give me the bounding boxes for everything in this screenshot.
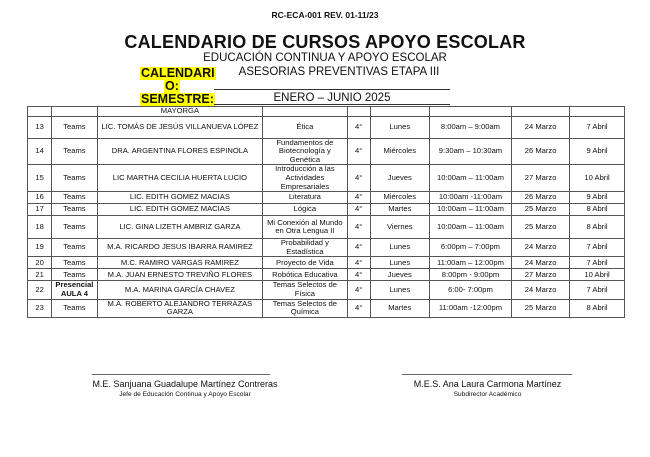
subject-cell: Proyecto de Vida [263,257,347,269]
day-cell: Martes [370,204,429,216]
day-cell: Miércoles [370,192,429,204]
end-date-cell: 7 Abril [570,257,625,269]
end-date-cell: 7 Abril [570,239,625,257]
row-number: 23 [28,299,52,317]
modality-cell: Teams [52,216,97,239]
grade-cell: 4° [347,299,370,317]
time-cell: 10:00am – 11:00am [429,204,511,216]
teacher-cell: M.A. MARINA GARCÍA CHAVEZ [97,281,263,299]
subject-cell: Fundamentos de Biotecnología y Genética [263,138,347,165]
table-row [28,116,625,138]
start-date-cell: 27 Marzo [512,165,570,192]
time-cell: 6:00pm – 7:00pm [429,239,511,257]
department-subtitle: EDUCACIÓN CONTINUA Y APOYO ESCOLAR [203,52,447,64]
end-date-cell: 10 Abril [570,165,625,192]
modality-cell: Teams [52,192,97,204]
calendario-value: ASESORIAS PREVENTIVAS ETAPA III [238,66,440,78]
teacher-cell: M.A. RICARDO JESUS IBARRA RAMIREZ [97,239,263,257]
form-code: RC-ECA-001 REV. 01-11/23 [271,10,379,20]
time-cell: 8:00pm - 9:00pm [429,269,511,281]
end-date-cell: 9 Abril [570,138,625,165]
table-row [28,257,625,269]
row-number: 22 [28,281,52,299]
end-date-cell: 8 Abril [570,299,625,317]
grade-cell [347,107,370,117]
teacher-cell: M.C. RAMIRO VARGAS RAMIREZ [97,257,263,269]
teacher-cell: M.A. JUAN ERNESTO TREVIÑO FLORES [97,269,263,281]
time-cell: 9:30am – 10:30am [429,138,511,165]
time-cell: 10:00am -11:00am [429,192,511,204]
semestre-label: SEMESTRE: [141,92,214,106]
signer-name-right: M.E.S. Ana Laura Carmona Martínez [413,379,562,389]
grade-cell: 4° [347,281,370,299]
start-date-cell: 24 Marzo [512,116,570,138]
day-cell: Lunes [370,281,429,299]
grade-cell: 4° [347,257,370,269]
table-row [28,281,625,299]
course-schedule-table [27,106,625,318]
day-cell: Martes [370,299,429,317]
row-number: 19 [28,239,52,257]
day-cell: Lunes [370,116,429,138]
start-date-cell: 26 Marzo [512,192,570,204]
modality-cell: Teams [52,299,97,317]
semestre-underline [214,104,450,105]
day-cell: Jueves [370,165,429,192]
table-row [28,107,625,117]
day-cell: Lunes [370,239,429,257]
start-date-cell: 24 Marzo [512,239,570,257]
time-cell: 11:00am -12:00pm [429,299,511,317]
table-row [28,138,625,165]
calendario-label: CALENDARI [141,66,215,80]
end-date-cell: 10 Abril [570,269,625,281]
table-row [28,299,625,317]
signer-role-left: Jefe de Educación Continua y Apoyo Escolar [119,391,251,398]
time-cell: 11:00am – 12:00pm [429,257,511,269]
time-cell [429,107,511,117]
start-date-cell: 26 Marzo [512,138,570,165]
subject-cell: Probabilidad y Estadística [263,239,347,257]
subject-cell: Mi Conexión al Mundo en Otra Lengua II [263,216,347,239]
signature-line-left [92,374,270,375]
table-row [28,165,625,192]
grade-cell: 4° [347,239,370,257]
teacher-cell: LIC. GINA LIZETH AMBRIZ GARZA [97,216,263,239]
grade-cell: 4° [347,165,370,192]
teacher-cell: LIC MARTHA CECILIA HUERTA LUCIO [97,165,263,192]
modality-cell: Presencial AULA 4 [52,281,97,299]
time-cell: 10:00am – 11:00am [429,165,511,192]
end-date-cell: 7 Abril [570,116,625,138]
modality-cell: Teams [52,116,97,138]
modality-cell: Teams [52,257,97,269]
calendario-label-cont: O: [165,79,179,93]
teacher-cell: LIC. EDITH GOMEZ MACIAS [97,192,263,204]
end-date-cell: 7 Abril [570,281,625,299]
teacher-cell: LIC. EDITH GOMEZ MACIAS [97,204,263,216]
grade-cell: 4° [347,192,370,204]
signer-name-left: M.E. Sanjuana Guadalupe Martínez Contreras [92,379,278,389]
table-row [28,239,625,257]
end-date-cell: 8 Abril [570,216,625,239]
subject-cell: Introducción a las Actividades Empresariales [263,165,347,192]
start-date-cell: 27 Marzo [512,269,570,281]
start-date-cell: 25 Marzo [512,204,570,216]
modality-cell [52,107,97,117]
start-date-cell [512,107,570,117]
start-date-cell: 24 Marzo [512,257,570,269]
subject-cell: Temas Selectos de Física [263,281,347,299]
start-date-cell: 25 Marzo [512,299,570,317]
row-number: 13 [28,116,52,138]
grade-cell: 4° [347,269,370,281]
modality-cell: Teams [52,165,97,192]
modality-cell: Teams [52,239,97,257]
subject-cell: Lógica [263,204,347,216]
signature-line-right [402,374,572,375]
start-date-cell: 24 Marzo [512,281,570,299]
teacher-cell: DRA. ARGENTINA FLORES ESPINOLA [97,138,263,165]
row-number: 17 [28,204,52,216]
signer-role-right: Subdirector Académico [453,391,522,398]
row-number: 18 [28,216,52,239]
subject-cell: Literatura [263,192,347,204]
subject-cell [263,107,347,117]
subject-cell: Ética [263,116,347,138]
subject-cell: Temas Selectos de Química [263,299,347,317]
row-number: 15 [28,165,52,192]
time-cell: 8:00am – 9:00am [429,116,511,138]
grade-cell: 4° [347,204,370,216]
modality-cell: Teams [52,138,97,165]
row-number: 16 [28,192,52,204]
modality-cell: Teams [52,204,97,216]
teacher-cell: LIC. TOMÁS DE JESÚS VILLANUEVA LÓPEZ [97,116,263,138]
teacher-cell: M.A. ROBERTO ALEJANDRO TERRAZAS GARZA [97,299,263,317]
subject-cell: Robótica Educativa [263,269,347,281]
calendario-underline [214,89,450,90]
table-row [28,204,625,216]
modality-cell: Teams [52,269,97,281]
grade-cell: 4° [347,216,370,239]
start-date-cell: 25 Marzo [512,216,570,239]
day-cell: Viernes [370,216,429,239]
table-row [28,216,625,239]
semestre-value: ENERO – JUNIO 2025 [273,92,391,104]
day-cell: Miércoles [370,138,429,165]
time-cell: 6:00- 7:00pm [429,281,511,299]
row-number: 21 [28,269,52,281]
end-date-cell [570,107,625,117]
table-row [28,192,625,204]
page-title: CALENDARIO DE CURSOS APOYO ESCOLAR [124,32,526,52]
end-date-cell: 8 Abril [570,204,625,216]
time-cell: 10:00am – 11:00am [429,216,511,239]
teacher-cell: MAYORGA [97,107,263,117]
row-number: 14 [28,138,52,165]
end-date-cell: 9 Abril [570,192,625,204]
day-cell [370,107,429,117]
row-number: 20 [28,257,52,269]
grade-cell: 4° [347,116,370,138]
row-number [28,107,52,117]
grade-cell: 4° [347,138,370,165]
table-row [28,269,625,281]
day-cell: Jueves [370,269,429,281]
day-cell: Lunes [370,257,429,269]
